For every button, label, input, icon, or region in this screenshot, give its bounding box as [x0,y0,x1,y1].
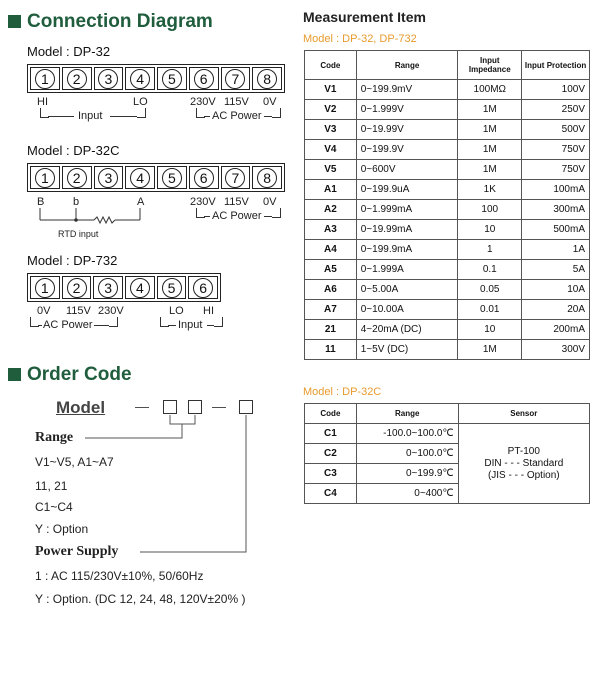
protection-cell: 100mA [522,180,590,200]
range-cell: 0~19.99mA [356,220,458,240]
code-cell: A3 [305,220,357,240]
terminal: 8 [252,67,282,90]
code-cell: A2 [305,200,357,220]
range-cell: 0~199.9uA [356,180,458,200]
table-row [305,200,590,220]
dp32c-230v-label: 230V [190,196,216,208]
code-cell: V4 [305,140,357,160]
impedance-cell: 1M [458,340,522,360]
sensor-line: DIN - - - Standard [484,457,564,469]
code-cell: C2 [305,444,357,464]
code-cell: A5 [305,260,357,280]
dp732-ac-power-group-label: AC Power [43,319,93,331]
dp32c-b-label: B [37,196,45,208]
range-cell: 0~10.00A [356,300,458,320]
dp32c-range-table [304,403,590,504]
terminal: 4 [125,276,155,299]
column-header: Input Protection [522,51,590,80]
impedance-cell: 100MΩ [458,80,522,100]
code-cell: 21 [305,320,357,340]
table-header-row [305,51,590,80]
dp32-230v-label: 230V [190,96,216,108]
range-option: V1~V5, A1~A7 [35,455,114,469]
terminal: 2 [62,276,92,299]
range-cell: 0~1.999V [356,100,458,120]
impedance-cell: 100 [458,200,522,220]
dp732-input-group-label: Input [178,319,203,331]
protection-cell: 750V [522,140,590,160]
table-row [305,220,590,240]
code-cell: A6 [305,280,357,300]
protection-cell: 200mA [522,320,590,340]
terminal: 1 [30,67,60,90]
impedance-cell: 1M [458,140,522,160]
range-cell: 4~20mA (DC) [356,320,458,340]
bracket-line [264,216,272,217]
protection-cell: 300V [522,340,590,360]
terminal: 6 [189,67,219,90]
bracket-line [264,116,272,117]
code-cell: C3 [305,464,357,484]
measurement-table [304,50,590,360]
protection-cell: 500V [522,120,590,140]
dp32c-b-small-label: b [73,196,80,208]
range-cell: 0~199.9mV [356,80,458,100]
dp32-ac-power-group-label: AC Power [212,110,262,122]
table-row [305,320,590,340]
power-supply-option: Y : Option. (DC 12, 24, 48, 120V±20% ) [35,592,246,606]
terminal: 3 [93,276,123,299]
terminal: 2 [62,67,92,90]
table-row [305,300,590,320]
dp732-lo-label: LO [169,305,184,317]
impedance-cell: 1 [458,240,522,260]
protection-cell: 100V [522,80,590,100]
range-cell: 0~199.9mA [356,240,458,260]
range-cell: 0~199.9℃ [356,464,458,484]
table-row [305,280,590,300]
code-cell: V2 [305,100,357,120]
terminal: 6 [188,276,218,299]
dp32-lo-label: LO [133,96,148,108]
code-cell: V5 [305,160,357,180]
code-cell: 11 [305,340,357,360]
sensor-line: PT-100 [507,445,540,457]
sensor-cell [458,424,589,504]
table-header-row [305,404,590,424]
measurement-model-subtitle: Model : DP-32, DP-732 [303,33,417,45]
dp32c-a-label: A [137,196,145,208]
column-header: Range [356,404,458,424]
column-header: Code [305,404,357,424]
dp32-115v-label: 115V [224,96,249,108]
terminal: 3 [94,67,124,90]
dp32c-ac-power-group-label: AC Power [212,210,262,222]
order-code-connector-lines [0,0,260,560]
column-header: Range [356,51,458,80]
range-heading: Range [35,430,74,445]
impedance-cell: 10 [458,220,522,240]
order-dash: — [135,398,149,414]
power-supply-option: 1 : AC 115/230V±10%, 50/60Hz [35,569,204,583]
order-dash: — [212,398,226,414]
protection-cell: 750V [522,160,590,180]
dp32c-table-subtitle: Model : DP-32C [303,386,382,398]
terminal: 2 [62,166,92,189]
table-row [305,340,590,360]
code-cell: A4 [305,240,357,260]
range-cell: 0~600V [356,160,458,180]
protection-cell: 5A [522,260,590,280]
code-cell: V3 [305,120,357,140]
connection-diagram-title: Connection Diagram [8,11,213,33]
dp732-hi-label: HI [203,305,214,317]
impedance-cell: 1K [458,180,522,200]
terminal: 7 [221,67,251,90]
column-header: Input Impedance [458,51,522,80]
column-header: Code [305,51,357,80]
code-cell: C4 [305,484,357,504]
code-cell: A7 [305,300,357,320]
range-option: C1~C4 [35,500,73,514]
range-cell: 1~5V (DC) [356,340,458,360]
dp32-0v-label: 0V [263,96,277,108]
range-cell: 0~1.999A [356,260,458,280]
range-cell: -100.0~100.0℃ [356,424,458,444]
protection-cell: 500mA [522,220,590,240]
dp32c-115v-label: 115V [224,196,249,208]
dp32-hi-label: HI [37,96,48,108]
range-cell: 0~400℃ [356,484,458,504]
table-row [305,260,590,280]
dp32-model-label: Model : DP-32 [27,44,111,59]
order-code-title: Order Code [8,364,132,386]
terminal: 3 [94,166,124,189]
column-header: Sensor [458,404,589,424]
sensor-line: (JIS - - - Option) [487,469,560,481]
code-cell: C1 [305,424,357,444]
table-row [305,140,590,160]
bracket-line [272,208,281,218]
table-row [305,240,590,260]
table-row [305,100,590,120]
protection-cell: 20A [522,300,590,320]
impedance-cell: 0.05 [458,280,522,300]
terminal: 6 [189,166,219,189]
terminal: 1 [30,166,60,189]
range-cell: 0~100.0℃ [356,444,458,464]
protection-cell: 10A [522,280,590,300]
terminal: 5 [157,166,187,189]
terminal: 8 [252,166,282,189]
table-row [305,180,590,200]
terminal: 5 [157,276,187,299]
dp732-model-label: Model : DP-732 [27,253,118,268]
terminal: 4 [125,166,155,189]
range-option: Y : Option [35,522,89,536]
range-cell: 0~199.9V [356,140,458,160]
terminal: 4 [125,67,155,90]
range-cell: 0~5.00A [356,280,458,300]
range-cell: 0~1.999mA [356,200,458,220]
impedance-cell: 0.1 [458,260,522,280]
rtd-input-label: RTD input [58,229,99,239]
impedance-cell: 0.01 [458,300,522,320]
code-cell: A1 [305,180,357,200]
dp732-0v-label: 0V [37,305,51,317]
dp732-115v-label: 115V [66,305,91,317]
measurement-item-title: Measurement Item [303,9,426,25]
protection-cell: 1A [522,240,590,260]
table-row [305,424,590,444]
table-row [305,160,590,180]
table-row [305,80,590,100]
range-cell: 0~19.99V [356,120,458,140]
dp32c-0v-label: 0V [263,196,277,208]
code-cell: V1 [305,80,357,100]
impedance-cell: 1M [458,120,522,140]
dp32c-model-label: Model : DP-32C [27,143,120,158]
impedance-cell: 1M [458,160,522,180]
terminal: 5 [157,67,187,90]
power-supply-heading: Power Supply [35,544,119,559]
range-option: 11, 21 [35,479,68,493]
protection-cell: 300mA [522,200,590,220]
protection-cell: 250V [522,100,590,120]
dp32-input-group-label: Input [78,110,103,122]
impedance-cell: 10 [458,320,522,340]
bracket-line [272,108,281,118]
table-row [305,120,590,140]
terminal: 7 [221,166,251,189]
dp732-230v-label: 230V [98,305,124,317]
terminal: 1 [30,276,60,299]
order-model-word: Model [56,398,106,417]
impedance-cell: 1M [458,100,522,120]
